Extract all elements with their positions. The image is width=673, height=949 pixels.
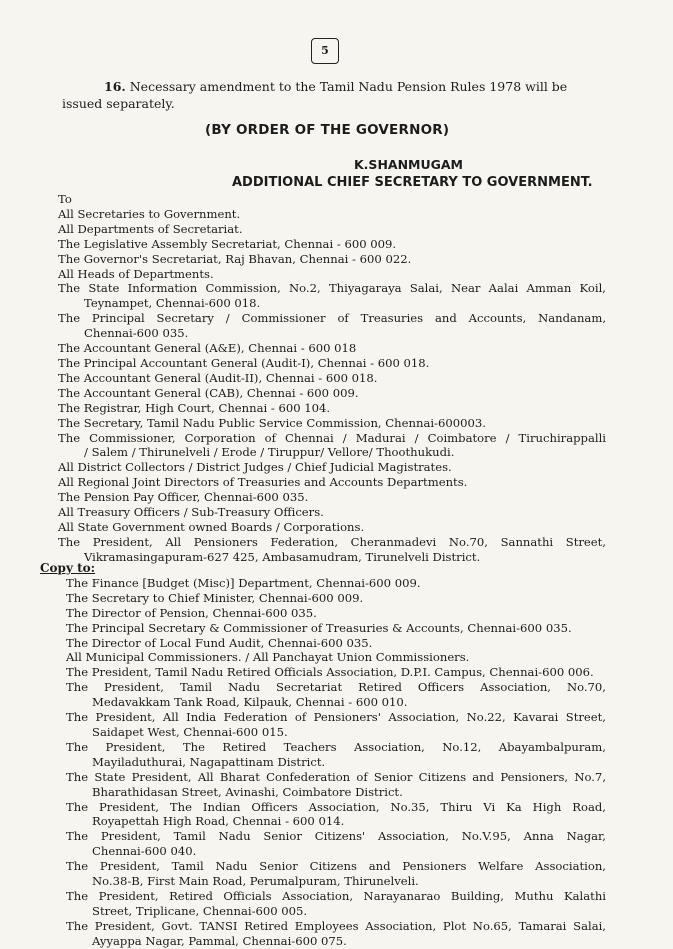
recipient-line: The State President, All Bharat Confederation of Senior Citizens and Pensioners, No.7, (66, 769, 606, 784)
recipient-line: The Accountant General (A&E), Chennai - 600 018 (58, 341, 357, 356)
recipient-item (66, 919, 606, 949)
recipient-line-continued: Bharathidasan Street, Avinashi, Coimbatore District. (92, 784, 403, 799)
recipient-item (58, 475, 606, 490)
recipient-item (58, 311, 606, 341)
recipient-line: All Departments of Secretariat. (58, 221, 243, 236)
recipient-line: The State Information Commission, No.2, Thiyagaraya Salai, Near Aalai Amman Koil, (58, 281, 606, 296)
recipient-line: The Secretary to Chief Minister, Chennai-600 009. (66, 590, 364, 605)
recipient-item (58, 267, 606, 282)
recipient-line: The Commissioner, Corporation of Chennai / Madurai / Coimbatore / Tiruchirappalli (58, 430, 606, 445)
recipient-line: The Principal Secretary & Commissioner of Treasuries & Accounts, Chennai-600 035. (66, 620, 572, 635)
recipient-line-continued: Royapettah High Road, Chennai - 600 014. (92, 814, 345, 829)
recipient-item (58, 520, 606, 535)
recipient-item (58, 386, 606, 401)
recipient-item (58, 416, 606, 431)
recipient-line-continued: No.38-B, First Main Road, Perumalpuram, Thirunelveli. (92, 874, 419, 889)
recipient-item (66, 770, 606, 800)
recipient-item (58, 356, 606, 371)
copy-to-label: Copy to: (40, 561, 96, 575)
recipient-line-continued: Teynampet, Chennai-600 018. (84, 296, 261, 311)
recipient-item (58, 252, 606, 267)
recipient-line-continued: Vikramasingapuram-627 425, Ambasamudram, Tirunelveli District. (84, 549, 481, 564)
recipient-item (66, 889, 606, 919)
paragraph-number: 16. (104, 79, 126, 94)
recipient-item (58, 490, 606, 505)
recipient-item (66, 859, 606, 889)
signatory-title: ADDITIONAL CHIEF SECRETARY TO GOVERNMENT. (232, 175, 593, 190)
recipient-line: The Governor's Secretariat, Raj Bhavan, Chennai - 600 022. (58, 251, 412, 266)
recipient-item (66, 800, 606, 830)
recipient-line: The Principal Secretary / Commissioner of Treasuries and Accounts, Nandanam, (58, 311, 606, 326)
recipient-line-continued: / Salem / Thirunelveli / Erode / Tiruppur/ Vellore/ Thoothukudi. (84, 445, 455, 460)
recipient-line: The President, The Retired Teachers Association, No.12, Abayambalpuram, (66, 739, 606, 754)
paragraph-16 (62, 78, 602, 112)
recipient-item (66, 665, 606, 680)
recipient-line: The President, Tamil Nadu Senior Citizens and Pensioners Welfare Association, (66, 859, 606, 874)
recipient-line-continued: Mayiladuthurai, Nagapattinam District. (92, 754, 326, 769)
recipient-line: The Director of Local Fund Audit, Chennai-600 035. (66, 635, 373, 650)
copy-list (40, 561, 606, 949)
recipient-item (66, 680, 606, 710)
signatory-name: K.SHANMUGAM (354, 157, 463, 172)
recipient-line: All Regional Joint Directors of Treasuries and Accounts Departments. (58, 475, 468, 490)
recipient-item (66, 740, 606, 770)
recipient-item (58, 431, 606, 461)
recipient-line: The President, Tamil Nadu Senior Citizens' Association, No.V.95, Anna Nagar, (66, 829, 606, 844)
recipient-line: The President, Retired Officials Association, Narayanarao Building, Muthu Kalathi (66, 888, 606, 903)
to-list (58, 192, 606, 565)
recipient-line: The Director of Pension, Chennai-600 035. (66, 605, 317, 620)
recipient-line: The President, The Indian Officers Association, No.35, Thiru Vi Ka High Road, (66, 799, 606, 814)
recipient-line-continued: Ayyappa Nagar, Pammal, Chennai-600 075. (92, 933, 347, 948)
recipient-item (66, 710, 606, 740)
recipient-line: All Secretaries to Government. (58, 206, 241, 221)
recipient-item (58, 505, 606, 520)
recipient-item (66, 829, 606, 859)
recipient-item (58, 371, 606, 386)
recipient-line: The President, All India Federation of Pensioners' Association, No.22, Kavarai Street, (66, 710, 606, 725)
recipient-item (66, 621, 606, 636)
recipient-line: The Pension Pay Officer, Chennai-600 035. (58, 490, 309, 505)
recipient-line: The Legislative Assembly Secretariat, Chennai - 600 009. (58, 236, 397, 251)
recipient-item (66, 591, 606, 606)
recipient-line: The Registrar, High Court, Chennai - 600 104. (58, 400, 331, 415)
recipient-line-continued: Street, Triplicane, Chennai-600 005. (92, 903, 308, 918)
recipient-line: The Principal Accountant General (Audit-I), Chennai - 600 018. (58, 355, 430, 370)
recipient-line-continued: Saidapet West, Chennai-600 015. (92, 724, 288, 739)
recipient-line: The Accountant General (CAB), Chennai - 600 009. (58, 385, 359, 400)
recipient-line: The Accountant General (Audit-II), Chennai - 600 018. (58, 370, 378, 385)
recipient-line: The President, Tamil Nadu Retired Officials Association, D.P.I. Campus, Chennai-600 006. (66, 665, 594, 680)
recipient-item (66, 576, 606, 591)
recipient-line-continued: Chennai-600 035. (84, 326, 189, 341)
recipient-item (58, 222, 606, 237)
recipient-line: The Secretary, Tamil Nadu Public Service Commission, Chennai-600003. (58, 415, 486, 430)
recipient-line: All State Government owned Boards / Corporations. (58, 519, 365, 534)
paragraph-line-2: issued separately. (62, 96, 175, 111)
recipient-item (66, 606, 606, 621)
recipient-item (58, 460, 606, 475)
recipient-item (58, 341, 606, 356)
recipient-line: The Finance [Budget (Misc)] Department, Chennai-600 009. (66, 575, 421, 590)
recipient-item (58, 281, 606, 311)
recipient-line: All Heads of Departments. (58, 266, 214, 281)
recipient-line: All District Collectors / District Judges / Chief Judicial Magistrates. (58, 460, 452, 475)
recipient-item (66, 650, 606, 665)
recipient-line: The President, Govt. TANSI Retired Employees Association, Plot No.65, Tamarai Salai, (66, 918, 606, 933)
recipient-item (58, 207, 606, 222)
recipient-item (58, 401, 606, 416)
paragraph-line-1: Necessary amendment to the Tamil Nadu Pension Rules 1978 will be (129, 79, 568, 94)
recipient-line-continued: Chennai-600 040. (92, 844, 197, 859)
to-label: To (58, 192, 72, 206)
recipient-line-continued: Medavakkam Tank Road, Kilpauk, Chennai - 600 010. (92, 695, 408, 710)
recipient-line: The President, Tamil Nadu Secretariat Retired Officers Association, No.70, (66, 680, 606, 695)
recipient-item (66, 636, 606, 651)
order-line: (BY ORDER OF THE GOVERNOR) (205, 122, 450, 138)
recipient-item (58, 237, 606, 252)
recipient-line: All Treasury Officers / Sub-Treasury Officers. (58, 505, 324, 520)
recipient-line: The President, All Pensioners Federation, Cheranmadevi No.70, Sannathi Street, (58, 534, 606, 549)
recipient-line: All Municipal Commissioners. / All Panchayat Union Commissioners. (66, 650, 470, 665)
page-number: 5 (311, 38, 339, 64)
